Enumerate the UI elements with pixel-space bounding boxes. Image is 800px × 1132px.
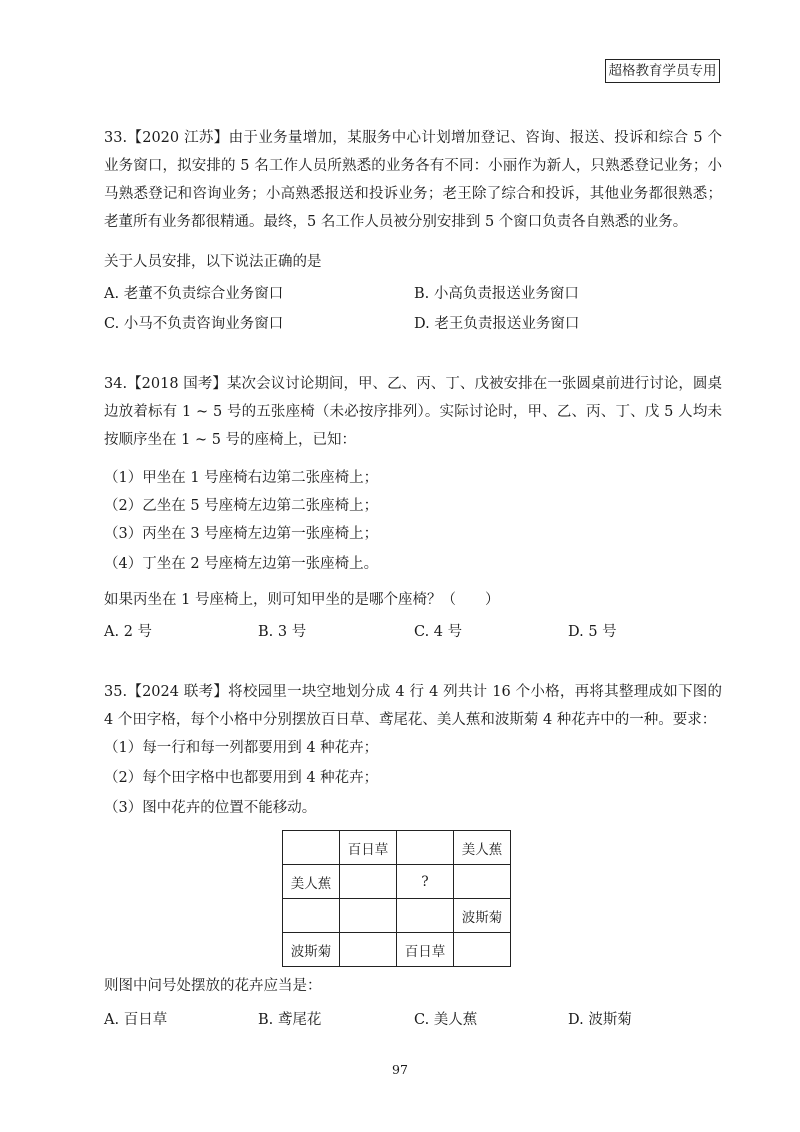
q35-option-d[interactable]: D. 波斯菊 (568, 1012, 632, 1028)
question-35 (104, 678, 722, 734)
q34-condition-1: （1）甲坐在 1 号座椅右边第二张座椅上； (104, 470, 379, 486)
q35-option-a[interactable]: A. 百日草 (104, 1012, 168, 1028)
grid-cell: ? (397, 865, 454, 899)
q34-option-b[interactable]: B. 3 号 (258, 624, 307, 640)
header-badge: 超格教育学员专用 (605, 59, 720, 83)
grid-cell: 百日草 (397, 933, 454, 967)
question-33 (104, 124, 722, 236)
grid-cell: 百日草 (340, 831, 397, 865)
q33-question: 关于人员安排，以下说法正确的是 (104, 254, 322, 270)
grid-cell (397, 899, 454, 933)
grid-row (283, 865, 511, 899)
q33-option-d[interactable]: D. 老王负责报送业务窗口 (414, 316, 580, 332)
page-number: 97 (392, 1062, 408, 1077)
grid-row (283, 831, 511, 865)
q35-stem: 35.【2024 联考】将校园里一块空地划分成 4 行 4 列共计 16 个小格，再将其整理成如下图的 4 个田字格，每个小格中分别摆放百日草、鸢尾花、美人蕉和波斯菊 4 种花卉中的一种。要求： (104, 684, 722, 728)
q33-option-c[interactable]: C. 小马不负责咨询业务窗口 (104, 316, 284, 332)
grid-cell: 波斯菊 (283, 933, 340, 967)
q34-question: 如果丙坐在 1 号座椅上，则可知甲坐的是哪个座椅？（ ） (104, 592, 500, 608)
grid-cell: 波斯菊 (454, 899, 511, 933)
q35-option-c[interactable]: C. 美人蕉 (414, 1012, 478, 1028)
grid-cell: 美人蕉 (283, 865, 340, 899)
grid-cell (454, 933, 511, 967)
q35-condition-3: （3）图中花卉的位置不能移动。 (104, 800, 317, 816)
q35-option-b[interactable]: B. 鸢尾花 (258, 1012, 322, 1028)
q34-condition-3: （3）丙坐在 3 号座椅左边第一张座椅上； (104, 526, 379, 542)
grid-cell (340, 865, 397, 899)
grid-row (283, 899, 511, 933)
grid-row (283, 933, 511, 967)
q34-option-d[interactable]: D. 5 号 (568, 624, 617, 640)
q33-option-a[interactable]: A. 老董不负责综合业务窗口 (104, 286, 284, 302)
grid-cell (397, 831, 454, 865)
grid-cell (283, 831, 340, 865)
grid-cell (340, 933, 397, 967)
q35-question: 则图中问号处摆放的花卉应当是： (104, 978, 322, 994)
q34-stem: 34.【2018 国考】某次会议讨论期间，甲、乙、丙、丁、戊被安排在一张圆桌前进行讨论，圆桌边放着标有 1 ~ 5 号的五张座椅（未必按序排列）。实际讨论时，甲、乙、丙、丁、戊 5 人均未按顺序坐在 1 ~ 5 号的座椅上，已知： (104, 376, 722, 448)
q34-option-c[interactable]: C. 4 号 (414, 624, 463, 640)
q35-condition-2: （2）每个田字格中也都要用到 4 种花卉； (104, 770, 379, 786)
q35-condition-1: （1）每一行和每一列都要用到 4 种花卉； (104, 740, 379, 756)
flower-grid (282, 830, 511, 967)
grid-cell (340, 899, 397, 933)
q34-condition-4: （4）丁坐在 2 号座椅左边第一张座椅上。 (104, 556, 379, 572)
q34-condition-2: （2）乙坐在 5 号座椅左边第二张座椅上； (104, 498, 379, 514)
q34-option-a[interactable]: A. 2 号 (104, 624, 153, 640)
grid-cell (283, 899, 340, 933)
grid-cell (454, 865, 511, 899)
q33-option-b[interactable]: B. 小高负责报送业务窗口 (414, 286, 579, 302)
grid-cell: 美人蕉 (454, 831, 511, 865)
question-34 (104, 370, 722, 454)
q33-stem: 33.【2020 江苏】由于业务量增加，某服务中心计划增加登记、咨询、报送、投诉和综合 5 个业务窗口，拟安排的 5 名工作人员所熟悉的业务各有不同：小丽作为新人，只熟悉登记业务；小马熟悉登记和咨询业务；小高熟悉报送和投诉业务；老王除了综合和投诉，其他业务都很熟悉；老董所有业务都很精通。最终，5 名工作人员被分别安排到 5 个窗口负责各自熟悉的业务。 (104, 130, 722, 230)
